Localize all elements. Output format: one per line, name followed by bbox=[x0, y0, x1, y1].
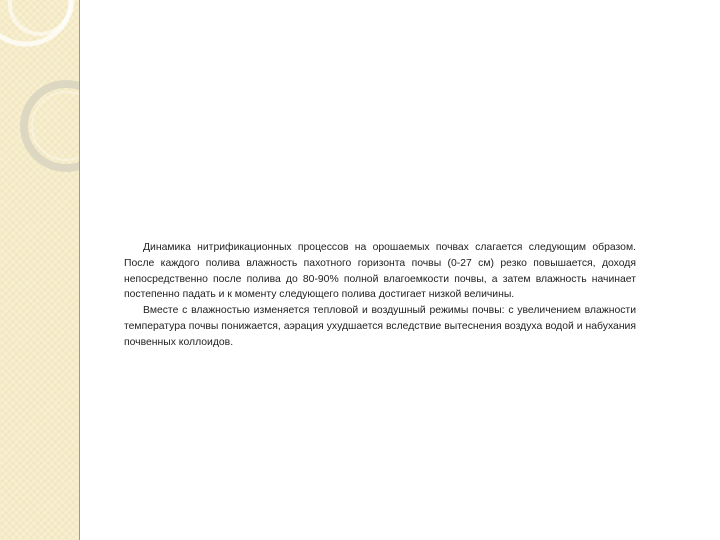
slide-body-text bbox=[124, 240, 636, 351]
decorative-side-panel bbox=[0, 0, 80, 540]
decorative-rings bbox=[0, 0, 79, 540]
ring-middle-inner bbox=[32, 92, 79, 160]
paragraph-thermal-air-regime: Вместе с влажностью изменяется тепловой и воздушный режимы почвы: с увеличением влажности температура почвы понижается, аэрация ухудшается вследствие вытеснения воздуха водой и набухания почвенных коллоидов. bbox=[124, 305, 636, 348]
paragraph-nitrification-dynamics: Динамика нитрификационных процессов на орошаемых почвах слагается следующим образом. После каждого полива влажность пахотного горизонта почвы (0-27 см) резко повышается, доходя непосредственно после полива до 80-90% полной влагоемкости почвы, а затем влажность начинает постепенно падать и к моменту следующего полива достигает низкой величины. bbox=[124, 242, 636, 301]
